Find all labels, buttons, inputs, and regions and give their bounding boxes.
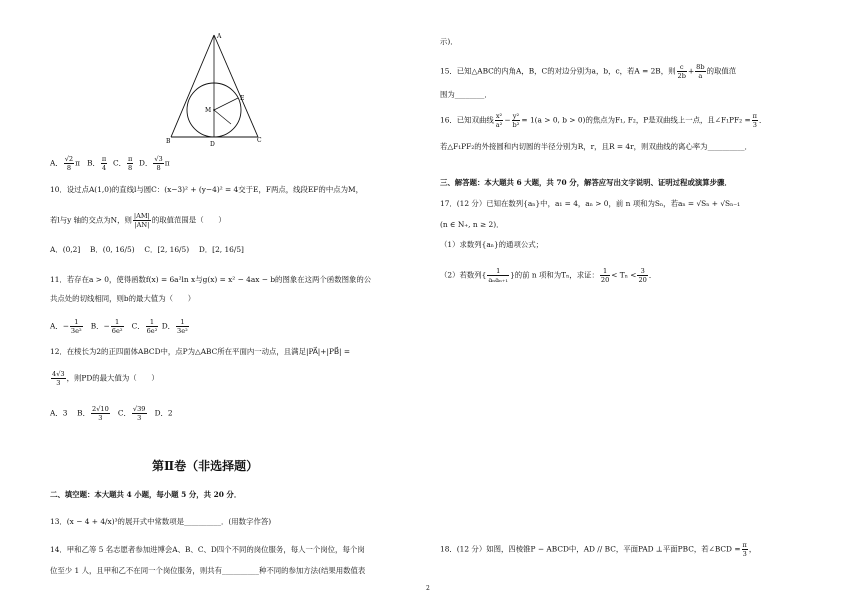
right-continuation: 示)． <box>440 37 458 46</box>
q18: 18．(12 分）如图，四棱锥P − ABCD中，AD // BC，平面PAD ⊥平面PBC，若∠BCD = $\frac{\pi}{3}$ ， <box>440 541 757 558</box>
label-C: C <box>257 137 262 144</box>
q13: 13．(x − 4 + 4/x)³的展开式中常数项是__________．(用数字作答) <box>50 517 272 526</box>
q11-line2: 共点处的切线相同，则b的最大值为（ ） <box>50 294 196 303</box>
q9-options: A． $\frac{√2}{8}$ π B． $\frac{\pi}{4}$ C． $\frac{\pi}{8}$ D． $\frac{√3}{8}$ π <box>50 155 170 172</box>
label-A: A <box>217 33 222 40</box>
q10-line2: 若l与y 轴的交点为N，则 $\frac{|AM|}{|AN|}$ 的取值范围是（ ） <box>50 212 226 229</box>
geometry-figure <box>165 30 275 150</box>
section-title: 第Ⅱ卷（非选择题） <box>152 459 259 473</box>
label-B: B <box>166 138 171 145</box>
label-E: E <box>240 95 245 102</box>
part2-header: 二、填空题：本大题共 4 小题，每小题 5 分，共 20 分． <box>50 490 242 499</box>
label-M: M <box>205 107 212 114</box>
q14-line2: 位至少 1 人，且甲和乙不在同一个岗位服务，则共有__________种不同的参加方法(结果用数值表 <box>50 566 366 575</box>
q16-line1: 16．已知双曲线 $\frac{\text{x²}}{\text{a²}}$ − $\frac{\text{y²}}{\text{b²}}$ = 1(a > 0, b > 0)的焦点为F₁, F₂，P是双曲线上一点，且∠F₁PF₂ = $\frac{\pi}{3}$ ． <box>440 112 767 129</box>
q15-line1: 15．已知△ABC的内角A，B，C的对边分别为a，b，c，若A = 2B，则 $\frac{c}{2b}$ + $\frac{8b}{a}$ 的取值范 <box>440 63 737 80</box>
q17-sub2: （2）若数列{ $\frac{1}{\text{aₙaₙ₊₁}}$ }的前 n 项和为Tₙ，求证： $\frac{1}{20}$ < Tₙ < $\frac{3}{20}$ ． <box>440 267 657 284</box>
q16-line2: 若△F₁PF₂的外接圆和内切圆的半径分别为R，r，且R = 4r，则双曲线的离心率为__________． <box>440 142 752 151</box>
q11-line1: 11．若存在a > 0，使得函数f(x) = 6a²ln x与g(x) = x² − 4ax − b的图象在这两个函数图象的公 <box>50 275 372 284</box>
page-number: 2 <box>426 585 430 592</box>
q17-line2: (n ∈ N₊, n ≥ 2)． <box>440 220 504 229</box>
q15-line2: 围为________． <box>440 90 492 99</box>
q10-options: A．(0,2] B．(0, 16/5) C．[2, 16/5) D．[2, 16/5] <box>50 245 244 254</box>
q11-options: A．− $\frac{1}{\text{3e²}}$ B．− $\frac{1}{\text{6e²}}$ C． $\frac{1}{\text{6e²}}$ D． $\frac{1}{\text{3e²}}$ <box>50 318 188 335</box>
label-D: D <box>210 141 215 148</box>
q10-line1: 10．设过点A(1,0)的直线l与圆C：(x−3)² + (y−4)² = 4交于E，F两点，线段EF的中点为M， <box>50 185 363 194</box>
q14-line1: 14．甲和乙等 5 名志愿者参加进博会A、B、C、D四个不同的岗位服务，每人一个岗位，每个岗 <box>50 545 365 554</box>
q17-sub1: （1）求数列{aₙ}的通项公式； <box>440 240 544 249</box>
q12-line2: $\frac{4√3}{3}$ ，则PD的最大值为（ ） <box>52 370 159 387</box>
q12-options: A．3 B． $\frac{2√10}{3}$ C． $\frac{√39}{3}$ D．2 <box>50 405 173 422</box>
part3-header: 三、解答题：本大题共 6 大题，共 70 分，解答应写出文字说明、证明过程或演算步骤． <box>440 178 732 187</box>
q17-line1: 17．(12 分）已知在数列{aₙ}中，a₁ = 4，aₙ > 0，前 n 项和为Sₙ，若aₙ = √Sₙ + √Sₙ₋₁ <box>440 199 741 208</box>
q12-line1: 12．在棱长为2的正四面体ABCD中，点P为△ABC所在平面内一动点，且满足|PA⃗|+|PB⃗| = <box>50 347 351 356</box>
